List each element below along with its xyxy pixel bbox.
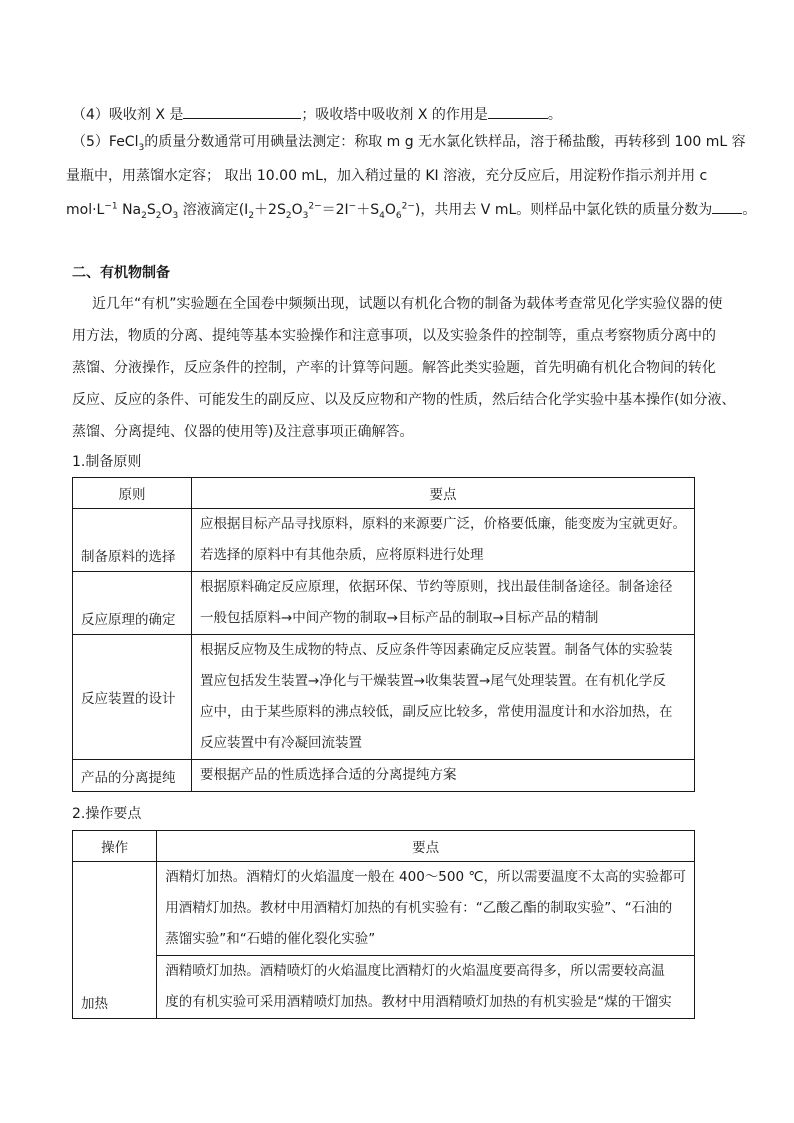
table-header-cell: 原则 — [73, 478, 192, 509]
row-label: 反应原理的确定 — [73, 572, 192, 635]
paragraph-line: 近几年“有机”实验题在全国卷中频频出现，试题以有机化合物的制备为载体考查常见化学实验仪器的使 — [92, 296, 723, 312]
question-5-line-1 — [72, 132, 746, 152]
content-line: 蒸馏实验”和“石蜡的催化裂化实验” — [165, 931, 376, 947]
paragraph-line: 用方法，物质的分离、提纯等基本实验操作和注意事项，以及实验条件的控制等，重点考察物质分离中的 — [72, 328, 716, 344]
q5-text: O — [161, 202, 173, 218]
q5-text: （5）FeCl — [72, 134, 139, 150]
q4-prefix: （4）吸收剂 X 是 — [72, 107, 184, 123]
table-row — [73, 760, 695, 792]
section-heading: 二、有机物制备 — [72, 265, 170, 281]
table-preparation-principles — [72, 477, 695, 792]
row-content — [192, 572, 695, 635]
q5-superscript: 2− — [401, 201, 415, 212]
content-line: 应中，由于某些原料的沸点较低，副反应比较多，常使用温度计和水浴加热，在 — [200, 704, 673, 720]
q5-text: O — [291, 202, 303, 218]
q5-subscript: 2 — [141, 210, 147, 221]
table-row — [73, 509, 695, 572]
row-label: 反应装置的设计 — [73, 635, 192, 760]
q5-superscript: − — [348, 201, 357, 212]
q5-text: 量瓶中，用蒸馏水定容； 取出 10.00 mL，加入稍过量的 KI 溶液，充分反应后，用淀粉作指示剂并用 c — [66, 168, 708, 184]
q5-answer-blank — [712, 198, 742, 214]
content-line: 根据原料确定反应原理，依据环保、节约等原则，找出最佳制备途径。制备途径 — [200, 579, 673, 595]
paragraph-line: 蒸馏、分离提纯、仪器的使用等)及注意事项正确解答。 — [72, 424, 414, 440]
q5-subscript: 2 — [248, 210, 255, 221]
content-line: 根据反应物及生成物的特点、反应条件等因素确定反应装置。制备气体的实验装 — [200, 642, 673, 658]
table-row — [73, 862, 695, 956]
q5-superscript: 2− — [308, 201, 322, 212]
q5-text: 。 — [742, 202, 757, 218]
content-line: 反应装置中有冷凝回流装置 — [200, 735, 362, 751]
row-label: 加热 — [73, 862, 157, 1019]
q4-middle: ；吸收塔中吸收剂 X 的作用是 — [301, 107, 488, 123]
row-label: 产品的分离提纯 — [73, 760, 192, 792]
table-header-cell: 操作 — [73, 831, 157, 862]
row-label: 制备原料的选择 — [73, 509, 192, 572]
q5-text: Na — [117, 202, 142, 218]
paragraph-line: 反应、反应的条件、可能发生的副反应、以及反应物和产物的性质，然后结合化学实验中基本操作(如分液、 — [72, 392, 736, 408]
q5-text: ＝2I — [321, 202, 349, 218]
q5-text: O — [384, 202, 396, 218]
content-line: 要根据产品的性质选择合适的分离提纯方案 — [200, 767, 457, 783]
table-header-cell: 要点 — [192, 478, 695, 509]
table-header-cell: 要点 — [157, 831, 695, 862]
q5-text: mol·L — [66, 202, 105, 218]
q5-text: 的质量分数通常可用碘量法测定：称取 m g 无水氯化铁样品，溶于稀盐酸，再转移到 100 mL 容 — [144, 134, 746, 150]
row-content — [192, 760, 695, 792]
question-5-line-3 — [66, 198, 756, 220]
q4-suffix: 。 — [547, 107, 562, 123]
q5-superscript: −1 — [104, 201, 118, 212]
table-row — [73, 635, 695, 760]
q5-text: 溶液滴定(I — [178, 202, 249, 218]
table-1-caption: 1.制备原则 — [72, 454, 142, 470]
row-content — [192, 635, 695, 760]
q5-subscript: 6 — [395, 210, 402, 221]
content-line: 度的有机实验可采用酒精喷灯加热。教材中用酒精喷灯加热的有机实验是“煤的干馏实 — [165, 994, 672, 1010]
paragraph-line: 蒸馏、分液操作，反应条件的控制，产率的计算等问题。解答此类实验题，首先明确有机化合物间的转化 — [72, 360, 716, 376]
q5-subscript: 3 — [302, 210, 309, 221]
table-row — [73, 572, 695, 635]
content-line: 若选择的原料中有其他杂质，应将原料进行处理 — [200, 547, 484, 563]
q5-subscript: 3 — [172, 210, 179, 221]
q5-text: )，共用去 V mL。则样品中氯化铁的质量分数为 — [414, 202, 713, 218]
q5-subscript: 2 — [285, 210, 292, 221]
content-line: 酒精灯加热。酒精灯的火焰温度一般在 400～500 ℃，所以需要温度不太高的实验都可 — [165, 869, 686, 885]
content-line: 应根据目标产品寻找原料，原料的来源要广泛，价格要低廉，能变废为宝就更好。 — [200, 516, 686, 532]
table-operation-points — [72, 830, 695, 1019]
content-line: 置应包括发生装置→净化与干燥装置→收集装置→尾气处理装置。在有机化学反 — [200, 673, 666, 689]
q4-blank-1 — [183, 103, 301, 119]
table-row — [73, 956, 695, 1019]
row-content — [157, 956, 695, 1019]
row-content — [157, 862, 695, 956]
question-4 — [72, 103, 562, 125]
q5-text: S — [146, 202, 156, 218]
table-2-caption: 2.操作要点 — [72, 806, 142, 822]
content-line: 一般包括原料→中间产物的制取→目标产品的制取→目标产品的精制 — [200, 610, 599, 626]
q4-blank-2 — [488, 103, 548, 119]
q5-text: ＋S — [356, 202, 380, 218]
q5-subscript: 4 — [379, 210, 385, 221]
content-line: 用酒精灯加热。教材中用酒精灯加热的有机实验有：“乙酸乙酯的制取实验”、“石油的 — [165, 900, 673, 916]
q5-subscript: 3 — [138, 142, 145, 153]
content-line: 酒精喷灯加热。酒精喷灯的火焰温度比酒精灯的火焰温度要高得多，所以需要较高温 — [165, 963, 665, 979]
question-5-line-2 — [66, 166, 707, 186]
row-content — [192, 509, 695, 572]
q5-subscript: 2 — [155, 210, 162, 221]
q5-text: ＋2S — [254, 202, 286, 218]
